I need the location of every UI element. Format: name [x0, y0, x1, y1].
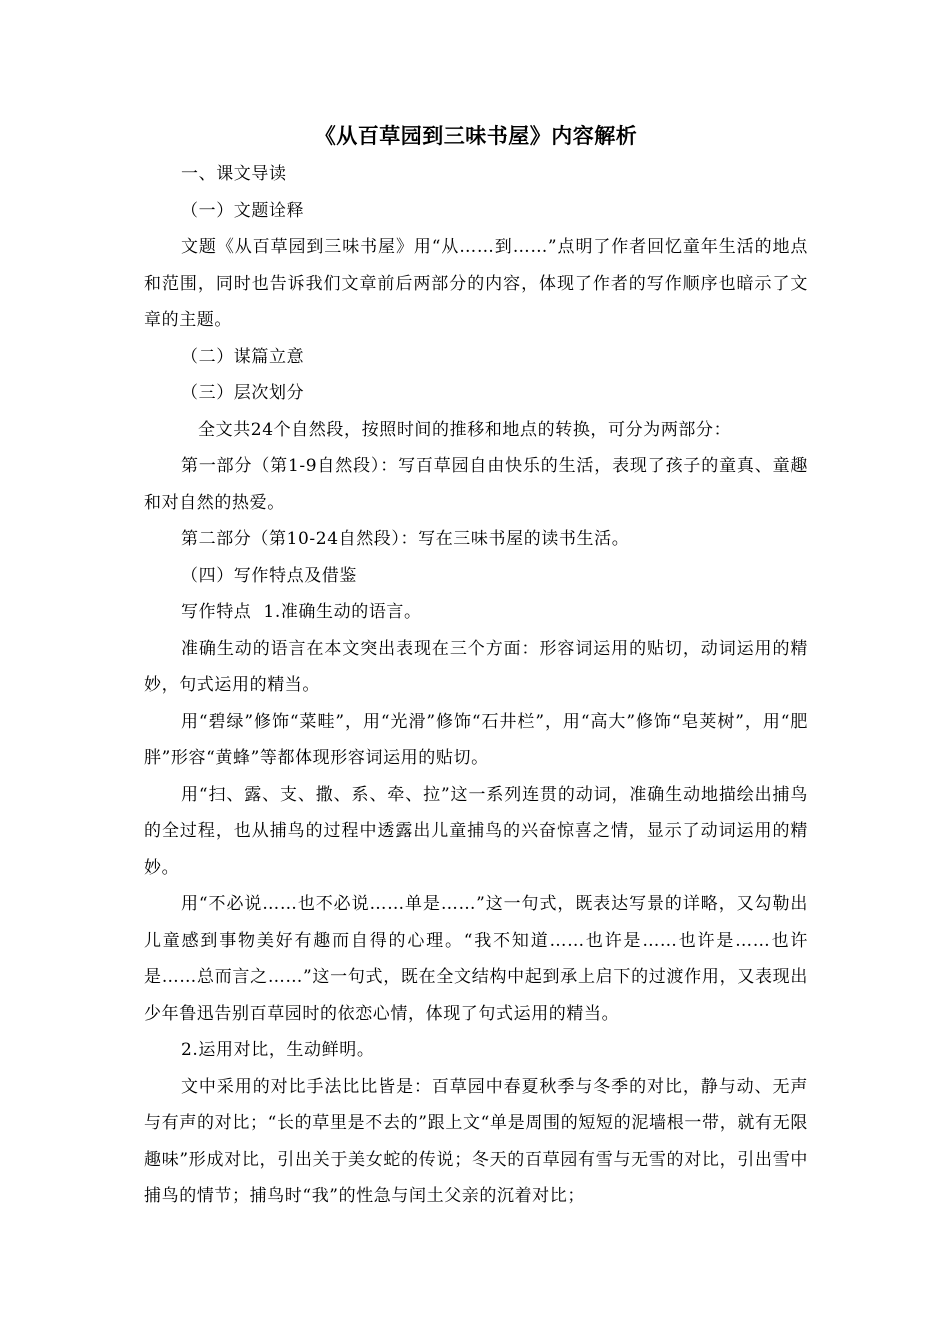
document-title: 《从百草园到三味书屋》内容解析 — [314, 124, 638, 148]
paragraph-sentence-patterns: 用“不必说……也不必说……单是……”这一句式，既表达写景的详略，又勾勒出儿童感到事物美好有趣而自得的心理。“我不知道……也许是……也许是……也许是……总而言之……”这一句式，既在全文结构中起到承上启下的过渡作用，又表现出少年鲁迅告别百草园时的依恋心情，体现了句式运用的精当。 — [144, 894, 808, 1024]
paragraph-contrast: 文中采用的对比手法比比皆是：百草园中春夏秋季与冬季的对比，静与动、无声与有声的对比；“长的草里是不去的”跟上文“单是周围的短短的泥墙根一带，就有无限趣味”形成对比，引出关于美女蛇的传说；冬天的百草园有雪与无雪的对比，引出雪中捕鸟的情节；捕鸟时“我”的性急与闰土父亲的沉着对比； — [144, 1076, 808, 1206]
paragraph-title-explanation: 文题《从百草园到三味书屋》用“从……到……”点明了作者回忆童年生活的地点和范围，同时也告诉我们文章前后两部分的内容，体现了作者的写作顺序也暗示了文章的主题。 — [144, 237, 808, 330]
subheading-theme: （二）谋篇立意 — [181, 346, 305, 367]
paragraph-verbs: 用“扫、露、支、撒、系、牵、拉”这一系列连贯的动词，准确生动地描绘出捕鸟的全过程，也从捕鸟的过程中透露出儿童捕鸟的兴奋惊喜之情，显示了动词运用的精妙。 — [144, 784, 808, 878]
paragraph-feature-two-heading: 2.运用对比，生动鲜明。 — [181, 1040, 375, 1060]
paragraph-part-two: 第二部分（第10-24自然段）：写在三味书屋的读书生活。 — [181, 529, 630, 549]
section-heading-reading-guide: 一、课文导读 — [181, 164, 287, 184]
subheading-structure: （三）层次划分 — [181, 383, 305, 403]
paragraph-adjectives: 用“碧绿”修饰“菜畦”，用“光滑”修饰“石井栏”，用“高大”修饰“皂荚树”，用“肥胖”形容“黄蜂”等都体现形容词运用的贴切。 — [144, 711, 808, 768]
subheading-writing-features: （四）写作特点及借鉴 — [181, 565, 357, 586]
paragraph-structure-overview: 全文共24个自然段，按照时间的推移和地点的转换，可分为两部分： — [198, 419, 732, 440]
paragraph-part-one: 第一部分（第1-9自然段）：写百草园自由快乐的生活，表现了孩子的童真、童趣和对自然的热爱。 — [144, 456, 808, 513]
paragraph-feature-one-heading: 写作特点 1.准确生动的语言。 — [181, 602, 422, 622]
subheading-title-explanation: （一）文题诠释 — [181, 200, 305, 221]
paragraph-language-overview: 准确生动的语言在本文突出表现在三个方面：形容词运用的贴切，动词运用的精妙，句式运用的精当。 — [144, 638, 808, 695]
document-body — [144, 118, 808, 1215]
